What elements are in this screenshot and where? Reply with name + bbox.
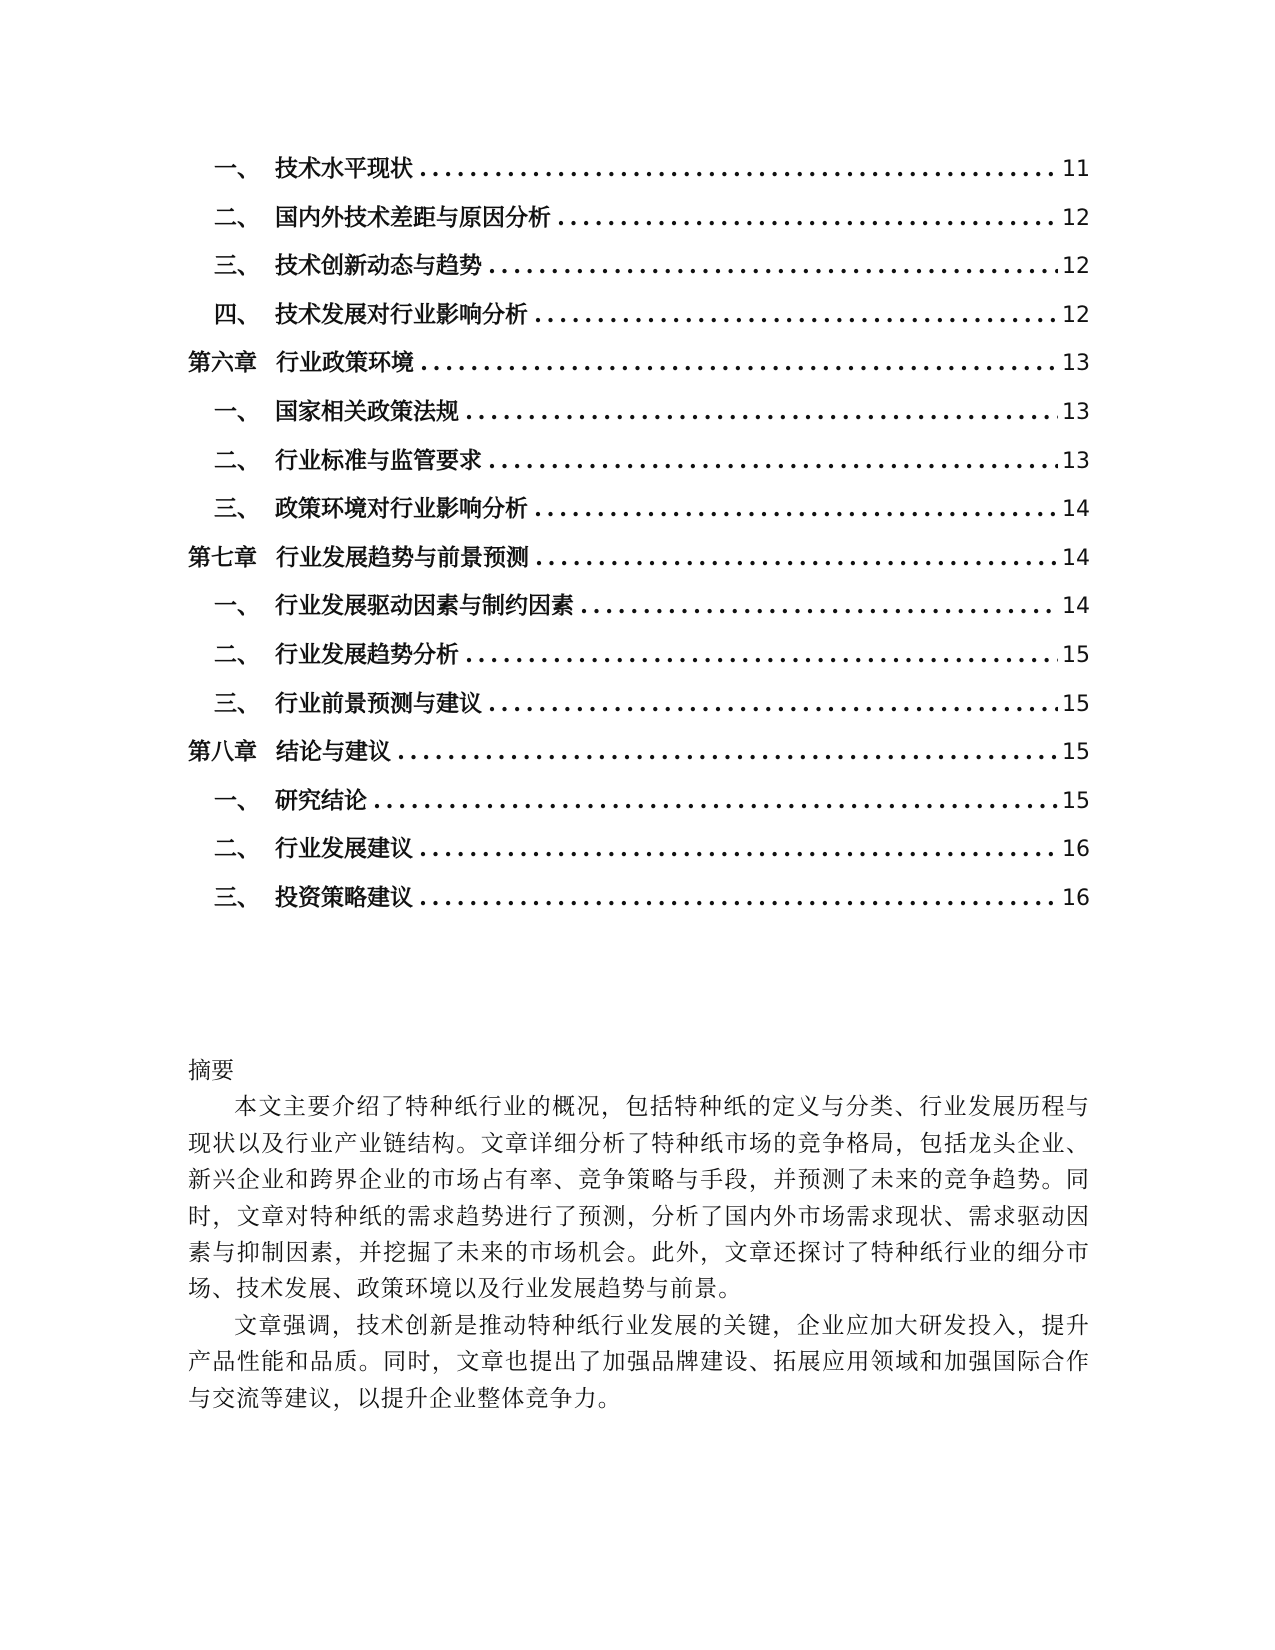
toc-entry-number: 一、: [214, 592, 260, 620]
toc-dot-leader: [465, 388, 1058, 437]
toc-entry-title: 技术创新动态与趋势: [275, 252, 482, 280]
toc-entry-title: 技术发展对行业影响分析: [275, 300, 528, 328]
toc-dot-leader: [488, 680, 1058, 729]
abstract-title: 摘要: [188, 1058, 234, 1084]
toc-entry-title: 行业标准与监管要求: [275, 446, 482, 474]
table-of-contents: [188, 145, 1090, 923]
toc-entry[interactable]: [188, 874, 1090, 923]
toc-entry[interactable]: [188, 291, 1090, 340]
toc-entry[interactable]: [188, 437, 1090, 486]
toc-entry-number: 一、: [214, 397, 260, 425]
toc-entry-title: 行业前景预测与建议: [275, 689, 482, 717]
toc-dot-leader: [580, 582, 1058, 631]
toc-entry-number: 一、: [214, 155, 260, 182]
toc-entry[interactable]: [188, 631, 1090, 680]
toc-entry-page: 14: [1062, 545, 1090, 571]
abstract-section: [188, 1053, 1090, 1417]
toc-chapter-title: 行业发展趋势与前景预测: [276, 543, 529, 571]
toc-dot-leader: [534, 485, 1058, 534]
toc-entry-number: 二、: [214, 446, 260, 474]
toc-entry-number: 三、: [214, 252, 260, 280]
toc-entry-number: 一、: [214, 786, 260, 814]
toc-entry-title: 国内外技术差距与原因分析: [275, 203, 551, 231]
abstract-paragraph: 本文主要介绍了特种纸行业的概况，包括特种纸的定义与分类、行业发展历程与现状以及行业产业链结构。文章详细分析了特种纸市场的竞争格局，包括龙头企业、新兴企业和跨界企业的市场占有率、竞争策略与手段，并预测了未来的竞争趋势。同时，文章对特种纸的需求趋势进行了预测，分析了国内外市场需求现状、需求驱动因素与抑制因素，并挖掘了未来的市场机会。此外，文章还探讨了特种纸行业的细分市场、技术发展、政策环境以及行业发展趋势与前景。: [188, 1094, 1090, 1303]
toc-entry-number: 二、: [214, 203, 260, 231]
toc-dot-leader: [397, 728, 1058, 777]
toc-entry-number: 二、: [214, 640, 260, 668]
toc-entry-number: 三、: [214, 689, 260, 717]
toc-dot-leader: [535, 534, 1058, 583]
toc-entry[interactable]: [188, 242, 1090, 291]
toc-chapter-entry[interactable]: [188, 534, 1090, 583]
toc-entry[interactable]: [188, 582, 1090, 631]
toc-chapter-number: 第八章: [188, 738, 257, 766]
toc-entry-title: 行业发展趋势分析: [275, 640, 459, 668]
toc-dot-leader: [488, 437, 1058, 486]
toc-entry[interactable]: [188, 485, 1090, 534]
toc-dot-leader: [419, 825, 1058, 874]
toc-entry-page: 16: [1062, 885, 1090, 911]
toc-entry-page: 13: [1062, 399, 1090, 425]
toc-entry-page: 16: [1062, 837, 1090, 863]
toc-entry-title: 行业发展驱动因素与制约因素: [275, 592, 574, 620]
toc-dot-leader: [465, 631, 1058, 680]
toc-entry[interactable]: [188, 145, 1090, 194]
toc-chapter-title: 行业政策环境: [276, 349, 414, 377]
toc-entry-page: 14: [1062, 497, 1090, 523]
toc-chapter-entry[interactable]: [188, 728, 1090, 777]
toc-entry-page: 12: [1062, 205, 1090, 231]
toc-entry-number: 三、: [214, 495, 260, 523]
toc-entry-title: 行业发展建议: [275, 835, 413, 863]
toc-entry-page: 12: [1062, 254, 1090, 280]
abstract-paragraph: 文章强调，技术创新是推动特种纸行业发展的关键，企业应加大研发投入，提升产品性能和品质。同时，文章也提出了加强品牌建设、拓展应用领域和加强国际合作与交流等建议，以提升企业整体竞争力。: [188, 1312, 1090, 1412]
toc-entry-page: 14: [1062, 594, 1090, 620]
toc-entry[interactable]: [188, 388, 1090, 437]
toc-entry-number: 三、: [214, 883, 260, 911]
toc-chapter-number: 第七章: [188, 543, 257, 571]
toc-entry-title: 政策环境对行业影响分析: [275, 495, 528, 523]
toc-entry[interactable]: [188, 194, 1090, 243]
toc-dot-leader: [419, 874, 1058, 923]
toc-entry-page: 12: [1062, 302, 1090, 328]
toc-entry-title: 投资策略建议: [275, 883, 413, 911]
toc-entry[interactable]: [188, 825, 1090, 874]
toc-entry-page: 15: [1062, 691, 1090, 717]
toc-dot-leader: [488, 242, 1058, 291]
toc-entry-title: 技术水平现状: [275, 155, 413, 182]
toc-dot-leader: [419, 145, 1058, 194]
toc-entry-page: 15: [1062, 788, 1090, 814]
toc-entry-number: 四、: [214, 300, 260, 328]
toc-dot-leader: [420, 339, 1058, 388]
toc-entry-page: 15: [1062, 642, 1090, 668]
toc-entry-page: 13: [1062, 351, 1090, 377]
toc-chapter-title: 结论与建议: [276, 738, 391, 766]
toc-entry-title: 研究结论: [275, 786, 367, 814]
toc-dot-leader: [557, 194, 1058, 243]
toc-entry-title: 国家相关政策法规: [275, 397, 459, 425]
toc-dot-leader: [373, 777, 1058, 826]
toc-entry[interactable]: [188, 680, 1090, 729]
toc-dot-leader: [534, 291, 1058, 340]
toc-entry[interactable]: [188, 777, 1090, 826]
toc-entry-page: 15: [1062, 740, 1090, 766]
toc-entry-page: 11: [1062, 157, 1090, 182]
toc-entry-number: 二、: [214, 835, 260, 863]
toc-chapter-entry[interactable]: [188, 339, 1090, 388]
toc-chapter-number: 第六章: [188, 349, 257, 377]
toc-entry-page: 13: [1062, 448, 1090, 474]
